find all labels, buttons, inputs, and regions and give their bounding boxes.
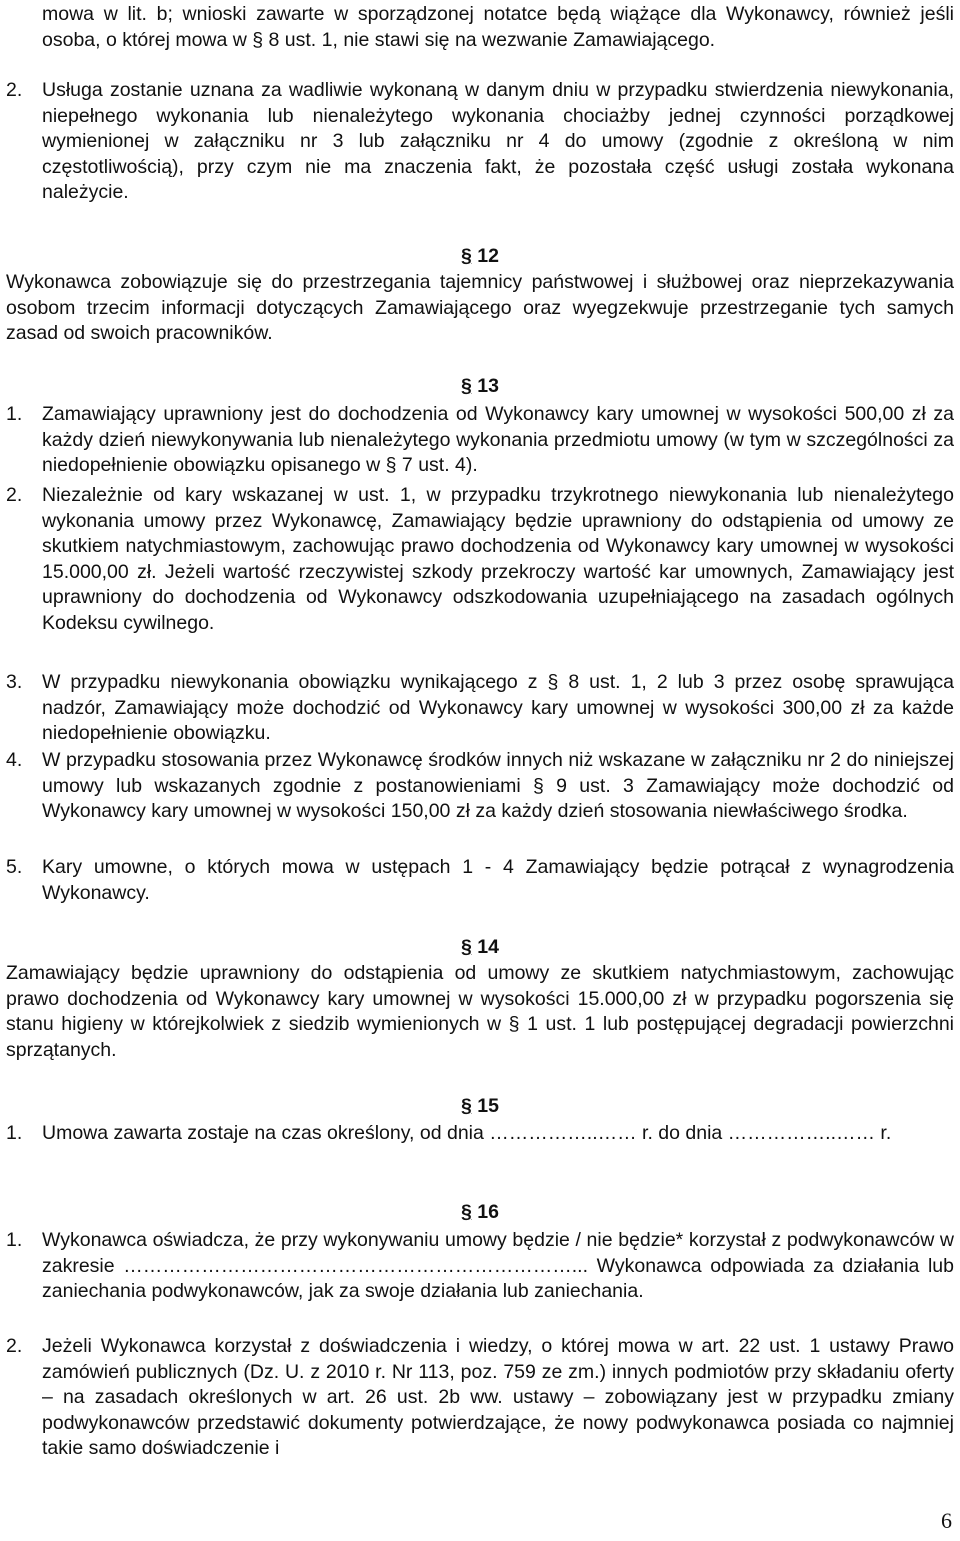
list-item bbox=[6, 402, 954, 479]
section-sign: § bbox=[461, 375, 472, 397]
list-item bbox=[6, 1121, 954, 1147]
item-number: 4. bbox=[6, 749, 23, 771]
item-number: 5. bbox=[6, 856, 23, 878]
section-sign: § bbox=[461, 1095, 472, 1117]
item-text: Jeżeli Wykonawca korzystał z doświadczenia i wiedzy, o której mowa w art. 22 ust. 1 ustawy Prawo zamówień publicznych (Dz. U. z 2010 r. Nr 113, poz. 759 ze zm.) innych podmiotów przy składaniu oferty – na zasadach określonych w art. 26 ust. 2b ww. ustawy – zobowiązany jest w przypadku zmiany podwykonawców przedstawić dokumenty potwierdzające, że nowy podwykonawca posiada co najmniej takie samo doświadczenie i bbox=[42, 1335, 954, 1459]
item-text: Kary umowne, o których mowa w ustępach 1 - 4 Zamawiający będzie potrącał z wynagrodzenia Wykonawcy. bbox=[42, 856, 954, 904]
item-number: 3. bbox=[6, 671, 23, 693]
item-text: Umowa zawarta zostaje na czas określony, od dnia ……………..…… r. do dnia ……………..…… r. bbox=[42, 1122, 892, 1144]
section-heading-13 bbox=[0, 374, 960, 400]
item-number: 1. bbox=[6, 1122, 23, 1144]
list-item bbox=[6, 748, 954, 825]
section-number: 13 bbox=[477, 375, 499, 397]
section-sign: § bbox=[461, 245, 472, 267]
section-12-text: Wykonawca zobowiązuje się do przestrzegania tajemnicy państwowej i służbowej oraz nieprzekazywania osobom trzecim informacji dotyczących Zamawiającego oraz wyegzekwuje przestrzeganie tych samych zasad od swoich pracowników. bbox=[6, 271, 954, 344]
item-number: 2. bbox=[6, 484, 23, 506]
item-number: 1. bbox=[6, 403, 23, 425]
continuation-paragraph: mowa w lit. b; wnioski zawarte w sporządzonej notatce będą wiążące dla Wykonawcy, również jeśli osoba, o której mowa w § 8 ust. 1, nie stawi się na wezwanie Zamawiającego. bbox=[42, 3, 954, 51]
item-number: 2. bbox=[6, 1335, 23, 1357]
section-sign: § bbox=[461, 1201, 472, 1223]
item-text: Usługa zostanie uznana za wadliwie wykonaną w danym dniu w przypadku stwierdzenia niewykonania, niepełnego wykonania lub nienależytego wykonania chociażby jednej czynności porządkowej wymienionej w załączniku nr 3 lub załączniku nr 4 do umowy (zgodnie z określoną w nim częstotliwością), przy czym nie ma znaczenia fakt, że pozostała część usługi została wykonana należycie. bbox=[42, 79, 954, 203]
list-item bbox=[6, 1334, 954, 1462]
list-item bbox=[6, 855, 954, 906]
list-item bbox=[6, 78, 954, 206]
item-text: Wykonawca oświadcza, że przy wykonywaniu umowy będzie / nie będzie* korzystał z podwykonawców w zakresie ……………………………………………………………... Wykonawca odpowiada za działania lub zaniechania podwykonawców, jak za swoje działania lub zaniechania. bbox=[42, 1229, 954, 1302]
section-number: 16 bbox=[477, 1201, 499, 1223]
section-14-text: Zamawiający będzie uprawniony do odstąpienia od umowy ze skutkiem natychmiastowym, zachowując prawo dochodzenia od Wykonawcy kary umownej w wysokości 15.000,00 zł w przypadku pogorszenia się stanu higieny w którejkolwiek z siedzib wymienionych w § 1 ust. 1 lub postępującej degradacji powierzchni sprzątanych. bbox=[6, 962, 954, 1061]
item-number: 2. bbox=[6, 79, 23, 101]
list-item bbox=[6, 1228, 954, 1305]
item-text: W przypadku niewykonania obowiązku wynikającego z § 8 ust. 1, 2 lub 3 przez osobę sprawująca nadzór, Zamawiający może dochodzić od Wykonawcy kary umownej w wysokości 300,00 zł za każde niedopełnienie obowiązku. bbox=[42, 671, 954, 744]
section-number: 14 bbox=[477, 936, 499, 958]
list-item bbox=[6, 483, 954, 636]
page-number: 6 bbox=[941, 1508, 952, 1533]
section-heading-16 bbox=[0, 1200, 960, 1226]
section-number: 15 bbox=[477, 1095, 499, 1117]
section-heading-14 bbox=[0, 935, 960, 961]
section-heading-15 bbox=[0, 1094, 960, 1120]
item-number: 1. bbox=[6, 1229, 23, 1251]
item-text: Zamawiający uprawniony jest do dochodzenia od Wykonawcy kary umownej w wysokości 500,00 zł za każdy dzień niewykonywania lub nienależytego wykonania przedmiotu umowy (w tym w szczególności za niedopełnienie obowiązku opisanego w § 7 ust. 4). bbox=[42, 403, 954, 476]
list-item bbox=[6, 670, 954, 747]
item-text: W przypadku stosowania przez Wykonawcę środków innych niż wskazane w załączniku nr 2 do niniejszej umowy lub wskazanych zgodnie z postanowieniami § 9 ust. 3 Zamawiający może dochodzić od Wykonawcy kary umownej w wysokości 150,00 zł za każdy dzień stosowania niewłaściwego środka. bbox=[42, 749, 954, 822]
section-heading-12 bbox=[0, 244, 960, 270]
section-sign: § bbox=[461, 936, 472, 958]
section-number: 12 bbox=[477, 245, 499, 267]
item-text: Niezależnie od kary wskazanej w ust. 1, w przypadku trzykrotnego niewykonania lub nienależytego wykonania umowy przez Wykonawcę, Zamawiający będzie uprawniony do odstąpienia od umowy ze skutkiem natychmiastowym, zachowując prawo dochodzenia od Wykonawcy kary umownej w wysokości 15.000,00 zł. Jeżeli wartość rzeczywistej szkody przekroczy wartość kar umownych, Zamawiający jest uprawniony do dochodzenia od Wykonawcy odszkodowania uzupełniającego na zasadach ogólnych Kodeksu cywilnego. bbox=[42, 484, 954, 634]
